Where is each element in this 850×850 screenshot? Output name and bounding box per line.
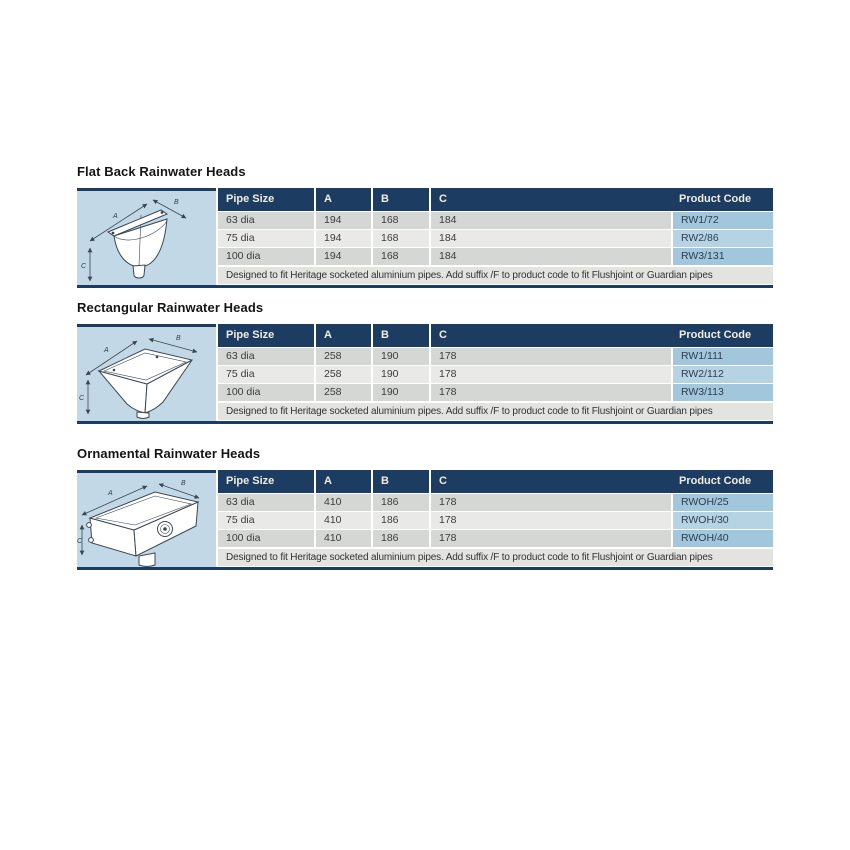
table-note: Designed to fit Heritage socketed aluminium pipes. Add suffix /F to product code to fit Flushjoint or Guardian pipes: [218, 549, 773, 566]
dim-label-b: B: [181, 480, 186, 487]
product-code-cell: RW3/113: [673, 384, 773, 401]
header-a: A: [316, 470, 371, 493]
pipe-size-cell: 100 dia: [218, 384, 314, 401]
header-c: C: [431, 324, 671, 347]
pipe-size-cell: 100 dia: [218, 530, 314, 547]
dim-c-cell: 184: [431, 248, 671, 265]
table-header-row: [218, 324, 773, 347]
flat-back-hopper-drawing: [77, 191, 216, 285]
dim-b-cell: 168: [373, 248, 429, 265]
table-header-row: [218, 188, 773, 211]
pipe-size-cell: 75 dia: [218, 230, 314, 247]
dim-b-cell: 190: [373, 384, 429, 401]
pipe-size-cell: 75 dia: [218, 366, 314, 383]
header-pipe-size: Pipe Size: [218, 188, 314, 211]
table-row: [218, 248, 773, 265]
dim-b-cell: 186: [373, 530, 429, 547]
dim-c-cell: 178: [431, 512, 671, 529]
table: [218, 188, 773, 285]
header-pipe-size: Pipe Size: [218, 470, 314, 493]
table-row: [218, 530, 773, 547]
product-code-cell: RW1/111: [673, 348, 773, 365]
header-a: A: [316, 324, 371, 347]
rectangular-hopper-drawing: [77, 327, 216, 421]
ornamental-hopper-diagram: [77, 470, 216, 567]
pipe-size-cell: 100 dia: [218, 248, 314, 265]
dim-a-cell: 410: [316, 512, 371, 529]
dim-b-cell: 168: [373, 212, 429, 229]
ornamental-hopper-drawing: [77, 473, 216, 567]
header-a: A: [316, 188, 371, 211]
dim-label-c: C: [81, 263, 87, 270]
dim-b-cell: 186: [373, 512, 429, 529]
dim-label-c: C: [79, 395, 85, 402]
flat-back-hopper-diagram: [77, 188, 216, 285]
section-title: Rectangular Rainwater Heads: [77, 300, 264, 315]
dim-c-cell: 178: [431, 494, 671, 511]
table: [218, 470, 773, 567]
dim-c-cell: 178: [431, 366, 671, 383]
header-product-code: Product Code: [671, 470, 773, 493]
pipe-size-cell: 63 dia: [218, 494, 314, 511]
section-title: Flat Back Rainwater Heads: [77, 164, 246, 179]
dim-b-cell: 168: [373, 230, 429, 247]
table-row: [218, 384, 773, 401]
rectangular-hopper-diagram: [77, 324, 216, 421]
dim-c-cell: 178: [431, 384, 671, 401]
dim-b-cell: 190: [373, 348, 429, 365]
dim-a-cell: 258: [316, 366, 371, 383]
product-table-rectangular: [77, 324, 773, 424]
header-b: B: [373, 188, 429, 211]
pipe-size-cell: 63 dia: [218, 212, 314, 229]
product-code-cell: RWOH/25: [673, 494, 773, 511]
dim-label-b: B: [174, 199, 179, 206]
header-b: B: [373, 324, 429, 347]
table-row: [218, 212, 773, 229]
pipe-size-cell: 75 dia: [218, 512, 314, 529]
table-header-row: [218, 470, 773, 493]
dim-label-a: A: [104, 347, 109, 354]
dim-a-cell: 410: [316, 530, 371, 547]
section-title: Ornamental Rainwater Heads: [77, 446, 261, 461]
table-row: [218, 230, 773, 247]
dim-a-cell: 194: [316, 248, 371, 265]
product-code-cell: RWOH/40: [673, 530, 773, 547]
table-note: Designed to fit Heritage socketed aluminium pipes. Add suffix /F to product code to fit Flushjoint or Guardian pipes: [218, 267, 773, 284]
product-table-ornamental: [77, 470, 773, 570]
header-pipe-size: Pipe Size: [218, 324, 314, 347]
product-code-cell: RW2/112: [673, 366, 773, 383]
header-c: C: [431, 470, 671, 493]
dim-a-cell: 410: [316, 494, 371, 511]
product-code-cell: RW1/72: [673, 212, 773, 229]
dim-label-c: C: [77, 538, 83, 545]
header-product-code: Product Code: [671, 324, 773, 347]
product-code-cell: RW2/86: [673, 230, 773, 247]
section-flat-back: [77, 164, 773, 288]
table-row: [218, 366, 773, 383]
header-b: B: [373, 470, 429, 493]
dim-a-cell: 194: [316, 212, 371, 229]
product-code-cell: RW3/131: [673, 248, 773, 265]
dim-c-cell: 184: [431, 230, 671, 247]
table-row: [218, 512, 773, 529]
header-product-code: Product Code: [671, 188, 773, 211]
table-row: [218, 494, 773, 511]
dim-label-a: A: [108, 490, 113, 497]
product-code-cell: RWOH/30: [673, 512, 773, 529]
dim-a-cell: 258: [316, 384, 371, 401]
dim-a-cell: 258: [316, 348, 371, 365]
dim-b-cell: 186: [373, 494, 429, 511]
header-c: C: [431, 188, 671, 211]
dim-b-cell: 190: [373, 366, 429, 383]
table: [218, 324, 773, 421]
dim-label-a: A: [113, 213, 118, 220]
pipe-size-cell: 63 dia: [218, 348, 314, 365]
section-ornamental: [77, 446, 773, 570]
dim-c-cell: 184: [431, 212, 671, 229]
dim-c-cell: 178: [431, 348, 671, 365]
product-table-flat-back: [77, 188, 773, 288]
dim-label-b: B: [176, 335, 181, 342]
dim-a-cell: 194: [316, 230, 371, 247]
dim-c-cell: 178: [431, 530, 671, 547]
table-note: Designed to fit Heritage socketed aluminium pipes. Add suffix /F to product code to fit Flushjoint or Guardian pipes: [218, 403, 773, 420]
section-rectangular: [77, 300, 773, 424]
table-row: [218, 348, 773, 365]
